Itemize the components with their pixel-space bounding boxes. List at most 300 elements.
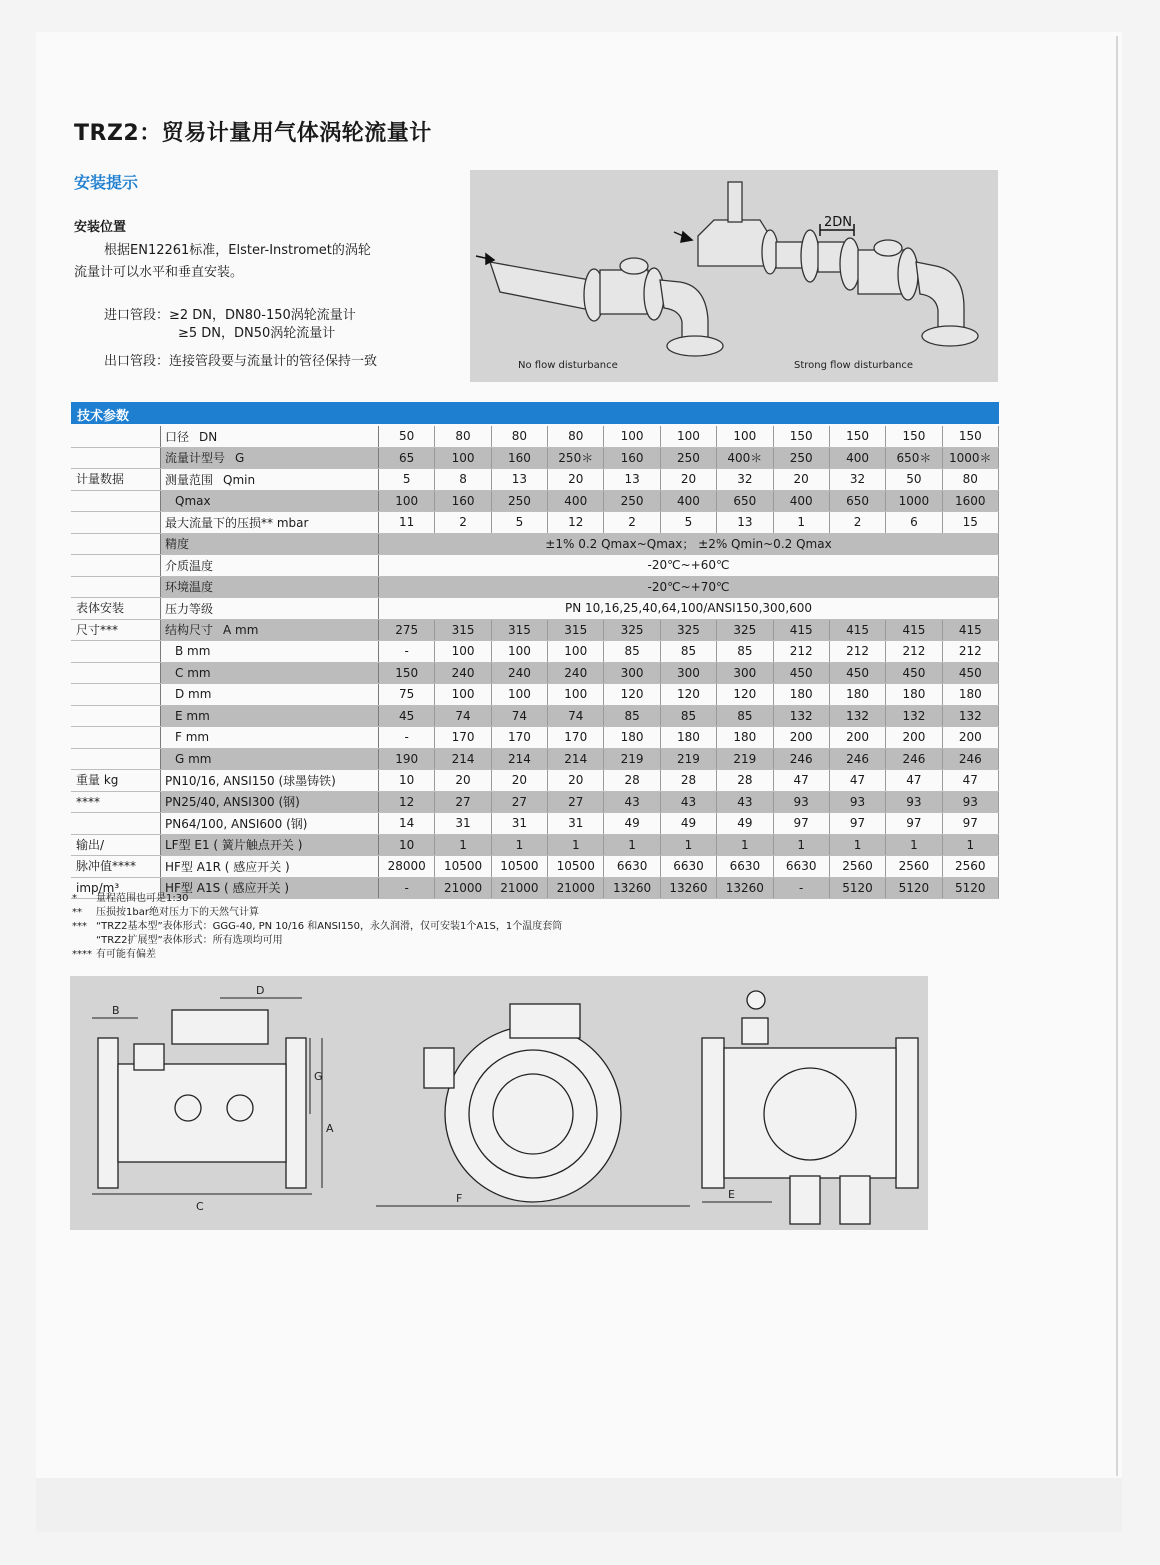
value-cell: 28 <box>660 770 716 792</box>
value-cell: 100 <box>435 447 491 469</box>
value-cell: 13260 <box>604 877 660 899</box>
value-cell: 170 <box>435 727 491 749</box>
value-cell: 180 <box>773 684 829 706</box>
value-cell: 8 <box>435 469 491 491</box>
value-cell: 180 <box>829 684 885 706</box>
value-cell: 5120 <box>942 877 998 899</box>
value-cell: 20 <box>548 770 604 792</box>
value-cell: 65 <box>379 447 435 469</box>
install-subtitle: 安装位置 <box>74 220 127 235</box>
value-cell: 31 <box>548 813 604 835</box>
inlet-requirement-line2: ≥5 DN，DN50涡轮流量计 <box>178 326 336 341</box>
table-row <box>71 533 999 555</box>
row-label: 结构尺寸 <box>165 623 214 638</box>
row-group-label <box>71 705 161 727</box>
value-cell: 250 <box>491 490 547 512</box>
table-row <box>71 447 999 469</box>
table-row <box>71 641 999 663</box>
table-row <box>71 791 999 813</box>
table-row <box>71 619 999 641</box>
value-cell: 15 <box>942 512 998 534</box>
value-cell: 85 <box>604 705 660 727</box>
value-cell: 132 <box>886 705 942 727</box>
value-cell: 214 <box>491 748 547 770</box>
value-cell: 450 <box>829 662 885 684</box>
value-cell: 315 <box>548 619 604 641</box>
install-paragraph-line1: 根据EN12261标准，Elster-Instromet的涡轮 <box>104 243 371 258</box>
value-cell: 315 <box>491 619 547 641</box>
value-cell: 13260 <box>660 877 716 899</box>
table-row <box>71 469 999 491</box>
footnote-text: 量程范围也可是1:30 <box>96 893 189 904</box>
row-label-cell <box>161 426 379 447</box>
spanned-value-cell: -20℃~+60℃ <box>379 555 999 577</box>
table-row <box>71 555 999 577</box>
value-cell: 190 <box>379 748 435 770</box>
value-cell: 650＊ <box>886 447 942 469</box>
value-cell: 6630 <box>773 856 829 878</box>
footnote-mark: *** <box>72 921 87 932</box>
value-cell: 1 <box>660 834 716 856</box>
value-cell: 5120 <box>829 877 885 899</box>
value-cell: 5120 <box>886 877 942 899</box>
value-cell: 85 <box>717 641 773 663</box>
value-cell: 97 <box>942 813 998 835</box>
row-label: HF型 A1R ( 感应开关 ) <box>165 859 290 874</box>
value-cell: 100 <box>660 426 716 447</box>
table-row <box>71 490 999 512</box>
value-cell: 300 <box>604 662 660 684</box>
row-unit: E mm <box>175 708 210 723</box>
row-label: 精度 <box>165 537 190 552</box>
value-cell: 400 <box>829 447 885 469</box>
value-cell: 100 <box>548 684 604 706</box>
value-cell: 28000 <box>379 856 435 878</box>
value-cell: 212 <box>886 641 942 663</box>
value-cell: 20 <box>435 770 491 792</box>
value-cell: 5 <box>379 469 435 491</box>
row-label-cell <box>161 512 379 534</box>
value-cell: 21000 <box>491 877 547 899</box>
value-cell: 250＊ <box>548 447 604 469</box>
value-cell: 1 <box>829 834 885 856</box>
value-cell: 45 <box>379 705 435 727</box>
value-cell: 97 <box>886 813 942 835</box>
row-group-label: **** <box>71 791 161 813</box>
row-group-label <box>71 490 161 512</box>
dimension-drawings <box>70 976 928 1230</box>
dim-f: F <box>456 1192 463 1205</box>
value-cell: 170 <box>548 727 604 749</box>
value-cell: 14 <box>379 813 435 835</box>
row-label: 最大流量下的压损** mbar <box>165 515 309 530</box>
value-cell: 1 <box>773 512 829 534</box>
page-title: TRZ2：贸易计量用气体涡轮流量计 <box>74 121 432 146</box>
value-cell: 160 <box>491 447 547 469</box>
value-cell: 93 <box>829 791 885 813</box>
dim-g: G <box>314 1070 323 1083</box>
value-cell: 250 <box>660 447 716 469</box>
value-cell: 415 <box>773 619 829 641</box>
value-cell: - <box>379 727 435 749</box>
value-cell: 200 <box>773 727 829 749</box>
row-label-cell <box>161 641 379 663</box>
row-label-cell <box>161 598 379 620</box>
value-cell: 27 <box>491 791 547 813</box>
value-cell: 13260 <box>717 877 773 899</box>
table-row <box>71 576 999 598</box>
value-cell: 400 <box>773 490 829 512</box>
value-cell: 85 <box>717 705 773 727</box>
value-cell: 1 <box>491 834 547 856</box>
dim-b: B <box>112 1004 120 1017</box>
value-cell: 275 <box>379 619 435 641</box>
outlet-requirement: 出口管段：连接管段要与流量计的管径保持一致 <box>104 354 378 369</box>
value-cell: 6630 <box>717 856 773 878</box>
value-cell: 180 <box>942 684 998 706</box>
value-cell: 650 <box>829 490 885 512</box>
table-row <box>71 512 999 534</box>
table-row <box>71 813 999 835</box>
value-cell: 32 <box>829 469 885 491</box>
value-cell: 31 <box>491 813 547 835</box>
value-cell: 219 <box>717 748 773 770</box>
value-cell: 10500 <box>491 856 547 878</box>
value-cell: 200 <box>886 727 942 749</box>
value-cell: 80 <box>491 426 547 447</box>
value-cell: 75 <box>379 684 435 706</box>
value-cell: 49 <box>604 813 660 835</box>
value-cell: 100 <box>548 641 604 663</box>
row-unit: G <box>235 451 245 466</box>
value-cell: 93 <box>773 791 829 813</box>
value-cell: 250 <box>604 490 660 512</box>
row-unit: Qmax <box>175 493 211 508</box>
row-group-label <box>71 555 161 577</box>
spec-title: 技术参数 <box>77 409 130 424</box>
value-cell: 11 <box>379 512 435 534</box>
value-cell: 450 <box>942 662 998 684</box>
value-cell: 13 <box>604 469 660 491</box>
row-group-label <box>71 426 161 447</box>
row-label: 口径 <box>165 429 190 444</box>
value-cell: 1600 <box>942 490 998 512</box>
value-cell: 20 <box>548 469 604 491</box>
value-cell: 100 <box>604 426 660 447</box>
row-label-cell <box>161 813 379 835</box>
row-label: HF型 A1S ( 感应开关 ) <box>165 881 290 896</box>
value-cell: 100 <box>717 426 773 447</box>
value-cell: 80 <box>548 426 604 447</box>
caption-no-disturbance: No flow disturbance <box>518 360 618 371</box>
value-cell: 1 <box>942 834 998 856</box>
value-cell: 650 <box>717 490 773 512</box>
value-cell: 28 <box>604 770 660 792</box>
footnote <box>72 906 562 920</box>
value-cell: 1 <box>435 834 491 856</box>
value-cell: 47 <box>886 770 942 792</box>
value-cell: 240 <box>435 662 491 684</box>
value-cell: 10500 <box>435 856 491 878</box>
value-cell: 21000 <box>435 877 491 899</box>
footnote <box>72 948 562 962</box>
value-cell: 415 <box>942 619 998 641</box>
value-cell: 246 <box>829 748 885 770</box>
value-cell: 1 <box>773 834 829 856</box>
value-cell: 21000 <box>548 877 604 899</box>
value-cell: 10 <box>379 834 435 856</box>
value-cell: - <box>773 877 829 899</box>
row-label: PN10/16, ANSI150 (球墨铸铁) <box>165 773 336 788</box>
value-cell: 97 <box>773 813 829 835</box>
row-label: 介质温度 <box>165 558 214 573</box>
dim-c: C <box>196 1200 204 1213</box>
value-cell: 6630 <box>604 856 660 878</box>
value-cell: 93 <box>942 791 998 813</box>
footnote-mark: **** <box>72 949 92 960</box>
row-group-label: imp/m³ <box>71 877 161 899</box>
value-cell: 415 <box>829 619 885 641</box>
value-cell: 27 <box>435 791 491 813</box>
row-group-label <box>71 662 161 684</box>
row-group-label <box>71 727 161 749</box>
value-cell: 400＊ <box>717 447 773 469</box>
row-label: PN25/40, ANSI300 (钢) <box>165 795 300 810</box>
value-cell: 180 <box>660 727 716 749</box>
value-cell: 1 <box>717 834 773 856</box>
value-cell: 31 <box>435 813 491 835</box>
value-cell: 13 <box>491 469 547 491</box>
value-cell: 74 <box>435 705 491 727</box>
value-cell: 150 <box>829 426 885 447</box>
row-group-label <box>71 512 161 534</box>
row-label-cell <box>161 834 379 856</box>
table-row <box>71 748 999 770</box>
row-label-cell <box>161 490 379 512</box>
table-row <box>71 727 999 749</box>
dim-a: A <box>326 1122 334 1135</box>
value-cell: 47 <box>829 770 885 792</box>
row-group-label <box>71 684 161 706</box>
value-cell: 2560 <box>942 856 998 878</box>
value-cell: 2560 <box>829 856 885 878</box>
value-cell: 1 <box>548 834 604 856</box>
value-cell: 1000＊ <box>942 447 998 469</box>
value-cell: 12 <box>379 791 435 813</box>
row-label-cell <box>161 533 379 555</box>
row-group-label: 重量 kg <box>71 770 161 792</box>
footnote-text: “TRZ2扩展型”表体形式：所有选项均可用 <box>96 935 283 946</box>
value-cell: 160 <box>604 447 660 469</box>
inlet-requirement-line1: 进口管段：≥2 DN，DN80-150涡轮流量计 <box>104 308 356 323</box>
value-cell: 240 <box>491 662 547 684</box>
row-label: PN64/100, ANSI600 (钢) <box>165 816 308 831</box>
value-cell: 28 <box>717 770 773 792</box>
value-cell: 100 <box>491 684 547 706</box>
value-cell: 212 <box>829 641 885 663</box>
row-group-label: 计量数据 <box>71 469 161 491</box>
install-paragraph-line2: 流量计可以水平和垂直安装。 <box>74 265 244 280</box>
row-group-label <box>71 533 161 555</box>
value-cell: 180 <box>604 727 660 749</box>
footnote-mark: ** <box>72 907 82 918</box>
value-cell: 200 <box>942 727 998 749</box>
value-cell: 150 <box>773 426 829 447</box>
row-label: 压力等级 <box>165 601 214 616</box>
row-group-label: 尺寸*** <box>71 619 161 641</box>
value-cell: 49 <box>660 813 716 835</box>
footnotes <box>72 892 562 962</box>
row-group-label <box>71 748 161 770</box>
value-cell: 100 <box>491 641 547 663</box>
value-cell: 246 <box>773 748 829 770</box>
row-group-label: 输出/ <box>71 834 161 856</box>
value-cell: 325 <box>717 619 773 641</box>
table-row <box>71 684 999 706</box>
row-label-cell <box>161 576 379 598</box>
value-cell: 6 <box>886 512 942 534</box>
spec-table <box>71 426 999 899</box>
row-label-cell <box>161 469 379 491</box>
dim-d: D <box>256 984 265 997</box>
value-cell: 400 <box>548 490 604 512</box>
value-cell: 212 <box>773 641 829 663</box>
value-cell: 300 <box>717 662 773 684</box>
table-row <box>71 662 999 684</box>
row-unit: A mm <box>223 623 259 638</box>
value-cell: 450 <box>886 662 942 684</box>
value-cell: 2 <box>829 512 885 534</box>
value-cell: - <box>379 641 435 663</box>
value-cell: 219 <box>660 748 716 770</box>
value-cell: 43 <box>604 791 660 813</box>
spanned-value-cell: ±1% 0.2 Qmax~Qmax； ±2% Qmin~0.2 Qmax <box>379 533 999 555</box>
row-unit: D mm <box>175 687 212 702</box>
value-cell: 450 <box>773 662 829 684</box>
value-cell: 2 <box>435 512 491 534</box>
value-cell: 132 <box>829 705 885 727</box>
row-label-cell <box>161 555 379 577</box>
value-cell: - <box>379 877 435 899</box>
value-cell: 100 <box>435 641 491 663</box>
installation-illustration <box>470 170 998 382</box>
value-cell: 246 <box>886 748 942 770</box>
row-unit: Qmin <box>223 472 256 487</box>
row-label: LF型 E1 ( 簧片触点开关 ) <box>165 838 303 853</box>
value-cell: 85 <box>660 705 716 727</box>
value-cell: 132 <box>942 705 998 727</box>
table-row <box>71 598 999 620</box>
value-cell: 120 <box>604 684 660 706</box>
row-unit: DN <box>199 429 218 444</box>
value-cell: 415 <box>886 619 942 641</box>
footnote <box>72 934 562 948</box>
value-cell: 325 <box>604 619 660 641</box>
value-cell: 240 <box>548 662 604 684</box>
value-cell: 132 <box>773 705 829 727</box>
value-cell: 1000 <box>886 490 942 512</box>
row-label: 流量计型号 <box>165 451 226 466</box>
value-cell: 315 <box>435 619 491 641</box>
table-row <box>71 426 999 447</box>
value-cell: 400 <box>660 490 716 512</box>
caption-strong-disturbance: Strong flow disturbance <box>794 360 914 371</box>
value-cell: 97 <box>829 813 885 835</box>
row-group-label: 脉冲值**** <box>71 856 161 878</box>
value-cell: 120 <box>717 684 773 706</box>
value-cell: 50 <box>886 469 942 491</box>
footnote <box>72 920 562 934</box>
table-row <box>71 705 999 727</box>
row-unit: C mm <box>175 665 211 680</box>
value-cell: 1 <box>604 834 660 856</box>
value-cell: 2560 <box>886 856 942 878</box>
value-cell: 50 <box>379 426 435 447</box>
row-label-cell <box>161 791 379 813</box>
value-cell: 85 <box>604 641 660 663</box>
value-cell: 1 <box>886 834 942 856</box>
value-cell: 43 <box>660 791 716 813</box>
value-cell: 5 <box>660 512 716 534</box>
value-cell: 47 <box>942 770 998 792</box>
value-cell: 300 <box>660 662 716 684</box>
pipe-drawing <box>470 170 998 382</box>
row-label-cell <box>161 619 379 641</box>
table-row <box>71 770 999 792</box>
value-cell: 49 <box>717 813 773 835</box>
value-cell: 20 <box>660 469 716 491</box>
spec-table-body <box>71 426 999 899</box>
footnote-text: 压损按1bar绝对压力下的天然气计算 <box>96 907 259 918</box>
value-cell: 74 <box>491 705 547 727</box>
value-cell: 246 <box>942 748 998 770</box>
value-cell: 80 <box>942 469 998 491</box>
value-cell: 150 <box>379 662 435 684</box>
value-cell: 74 <box>548 705 604 727</box>
value-cell: 325 <box>660 619 716 641</box>
value-cell: 160 <box>435 490 491 512</box>
spec-header-band <box>71 402 999 424</box>
row-group-label <box>71 641 161 663</box>
label-2dn: 2DN <box>824 215 853 230</box>
value-cell: 13 <box>717 512 773 534</box>
value-cell: 32 <box>717 469 773 491</box>
row-label-cell <box>161 447 379 469</box>
page-edge-shadow <box>1116 36 1118 1476</box>
row-group-label <box>71 447 161 469</box>
table-row <box>71 856 999 878</box>
row-unit: G mm <box>175 751 212 766</box>
value-cell: 150 <box>886 426 942 447</box>
row-label-cell <box>161 856 379 878</box>
value-cell: 100 <box>379 490 435 512</box>
table-row <box>71 834 999 856</box>
value-cell: 6630 <box>660 856 716 878</box>
footnote-text: 有可能有偏差 <box>96 949 156 960</box>
value-cell: 214 <box>548 748 604 770</box>
row-label-cell <box>161 705 379 727</box>
value-cell: 2 <box>604 512 660 534</box>
row-group-label <box>71 813 161 835</box>
value-cell: 10 <box>379 770 435 792</box>
row-label-cell <box>161 684 379 706</box>
dim-e: E <box>728 1188 735 1201</box>
value-cell: 27 <box>548 791 604 813</box>
value-cell: 12 <box>548 512 604 534</box>
value-cell: 43 <box>717 791 773 813</box>
row-unit: F mm <box>175 730 210 745</box>
value-cell: 150 <box>942 426 998 447</box>
